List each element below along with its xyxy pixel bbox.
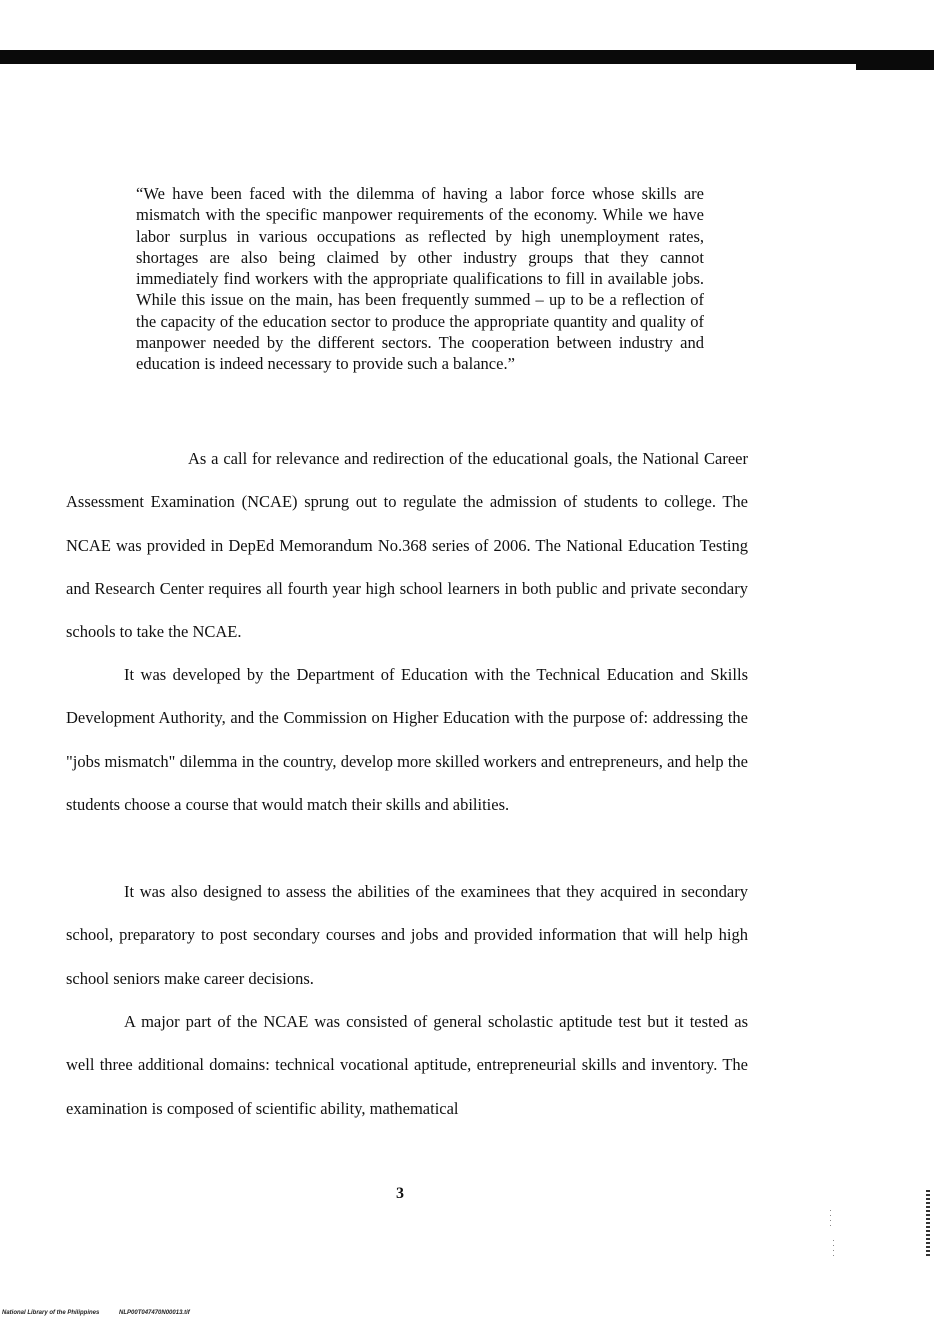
scan-border-top	[0, 50, 934, 64]
paragraph-ncae-design: It was also designed to assess the abilities of the examinees that they acquired in secondary school, preparatory to post secondary courses and jobs and provided information that will help high school seniors make career decisions.	[66, 882, 748, 988]
paragraph-ncae-domains: A major part of the NCAE was consisted of general scholastic aptitude test but it tested as well three additional domains: technical vocational aptitude, entrepreneurial skills and inventory. The examination is composed of scientific ability, mathematical	[66, 1012, 748, 1118]
scan-dots	[830, 1210, 831, 1230]
page-number: 3	[396, 1185, 404, 1202]
footer-library: National Library of the Philippines	[2, 1310, 100, 1316]
scan-footer	[2, 1310, 190, 1316]
scan-edge-marks	[926, 1190, 930, 1258]
paragraph-ncae-intro: As a call for relevance and redirection of the educational goals, the National Career Assessment Examination (NCAE) sprung out to regulate the admission of students to college. The NCAE was provided in DepEd Memorandum No.368 series of 2006. The National Education Testing and Research Center requires all fourth year high school learners in both public and private secondary schools to take the NCAE.	[66, 449, 748, 642]
scan-dots	[833, 1240, 834, 1260]
paragraph-ncae-development: It was developed by the Department of Education with the Technical Education and Skills Development Authority, and the Commission on Higher Education with the purpose of: addressing the "jobs mismatch" dilemma in the country, develop more skilled workers and entrepreneurs, and help the students choose a course that would match their skills and abilities.	[66, 665, 748, 814]
scan-border-corner	[856, 56, 934, 70]
footer-code: NLP00T047470N00013.tif	[119, 1310, 190, 1316]
block-quote: “We have been faced with the dilemma of having a labor force whose skills are mismatch with the specific manpower requirements of the economy. While we have labor surplus in various occupations as reflected by high unemployment rates, shortages are also being claimed by other industry groups that they cannot immediately find workers with the appropriate qualifications to fill in available jobs. While this issue on the main, has been frequently summed – up to be a reflection of the capacity of the education sector to produce the appropriate quantity and quality of manpower needed by the different sectors. The cooperation between industry and education is indeed necessary to provide such a balance.”	[136, 184, 704, 374]
